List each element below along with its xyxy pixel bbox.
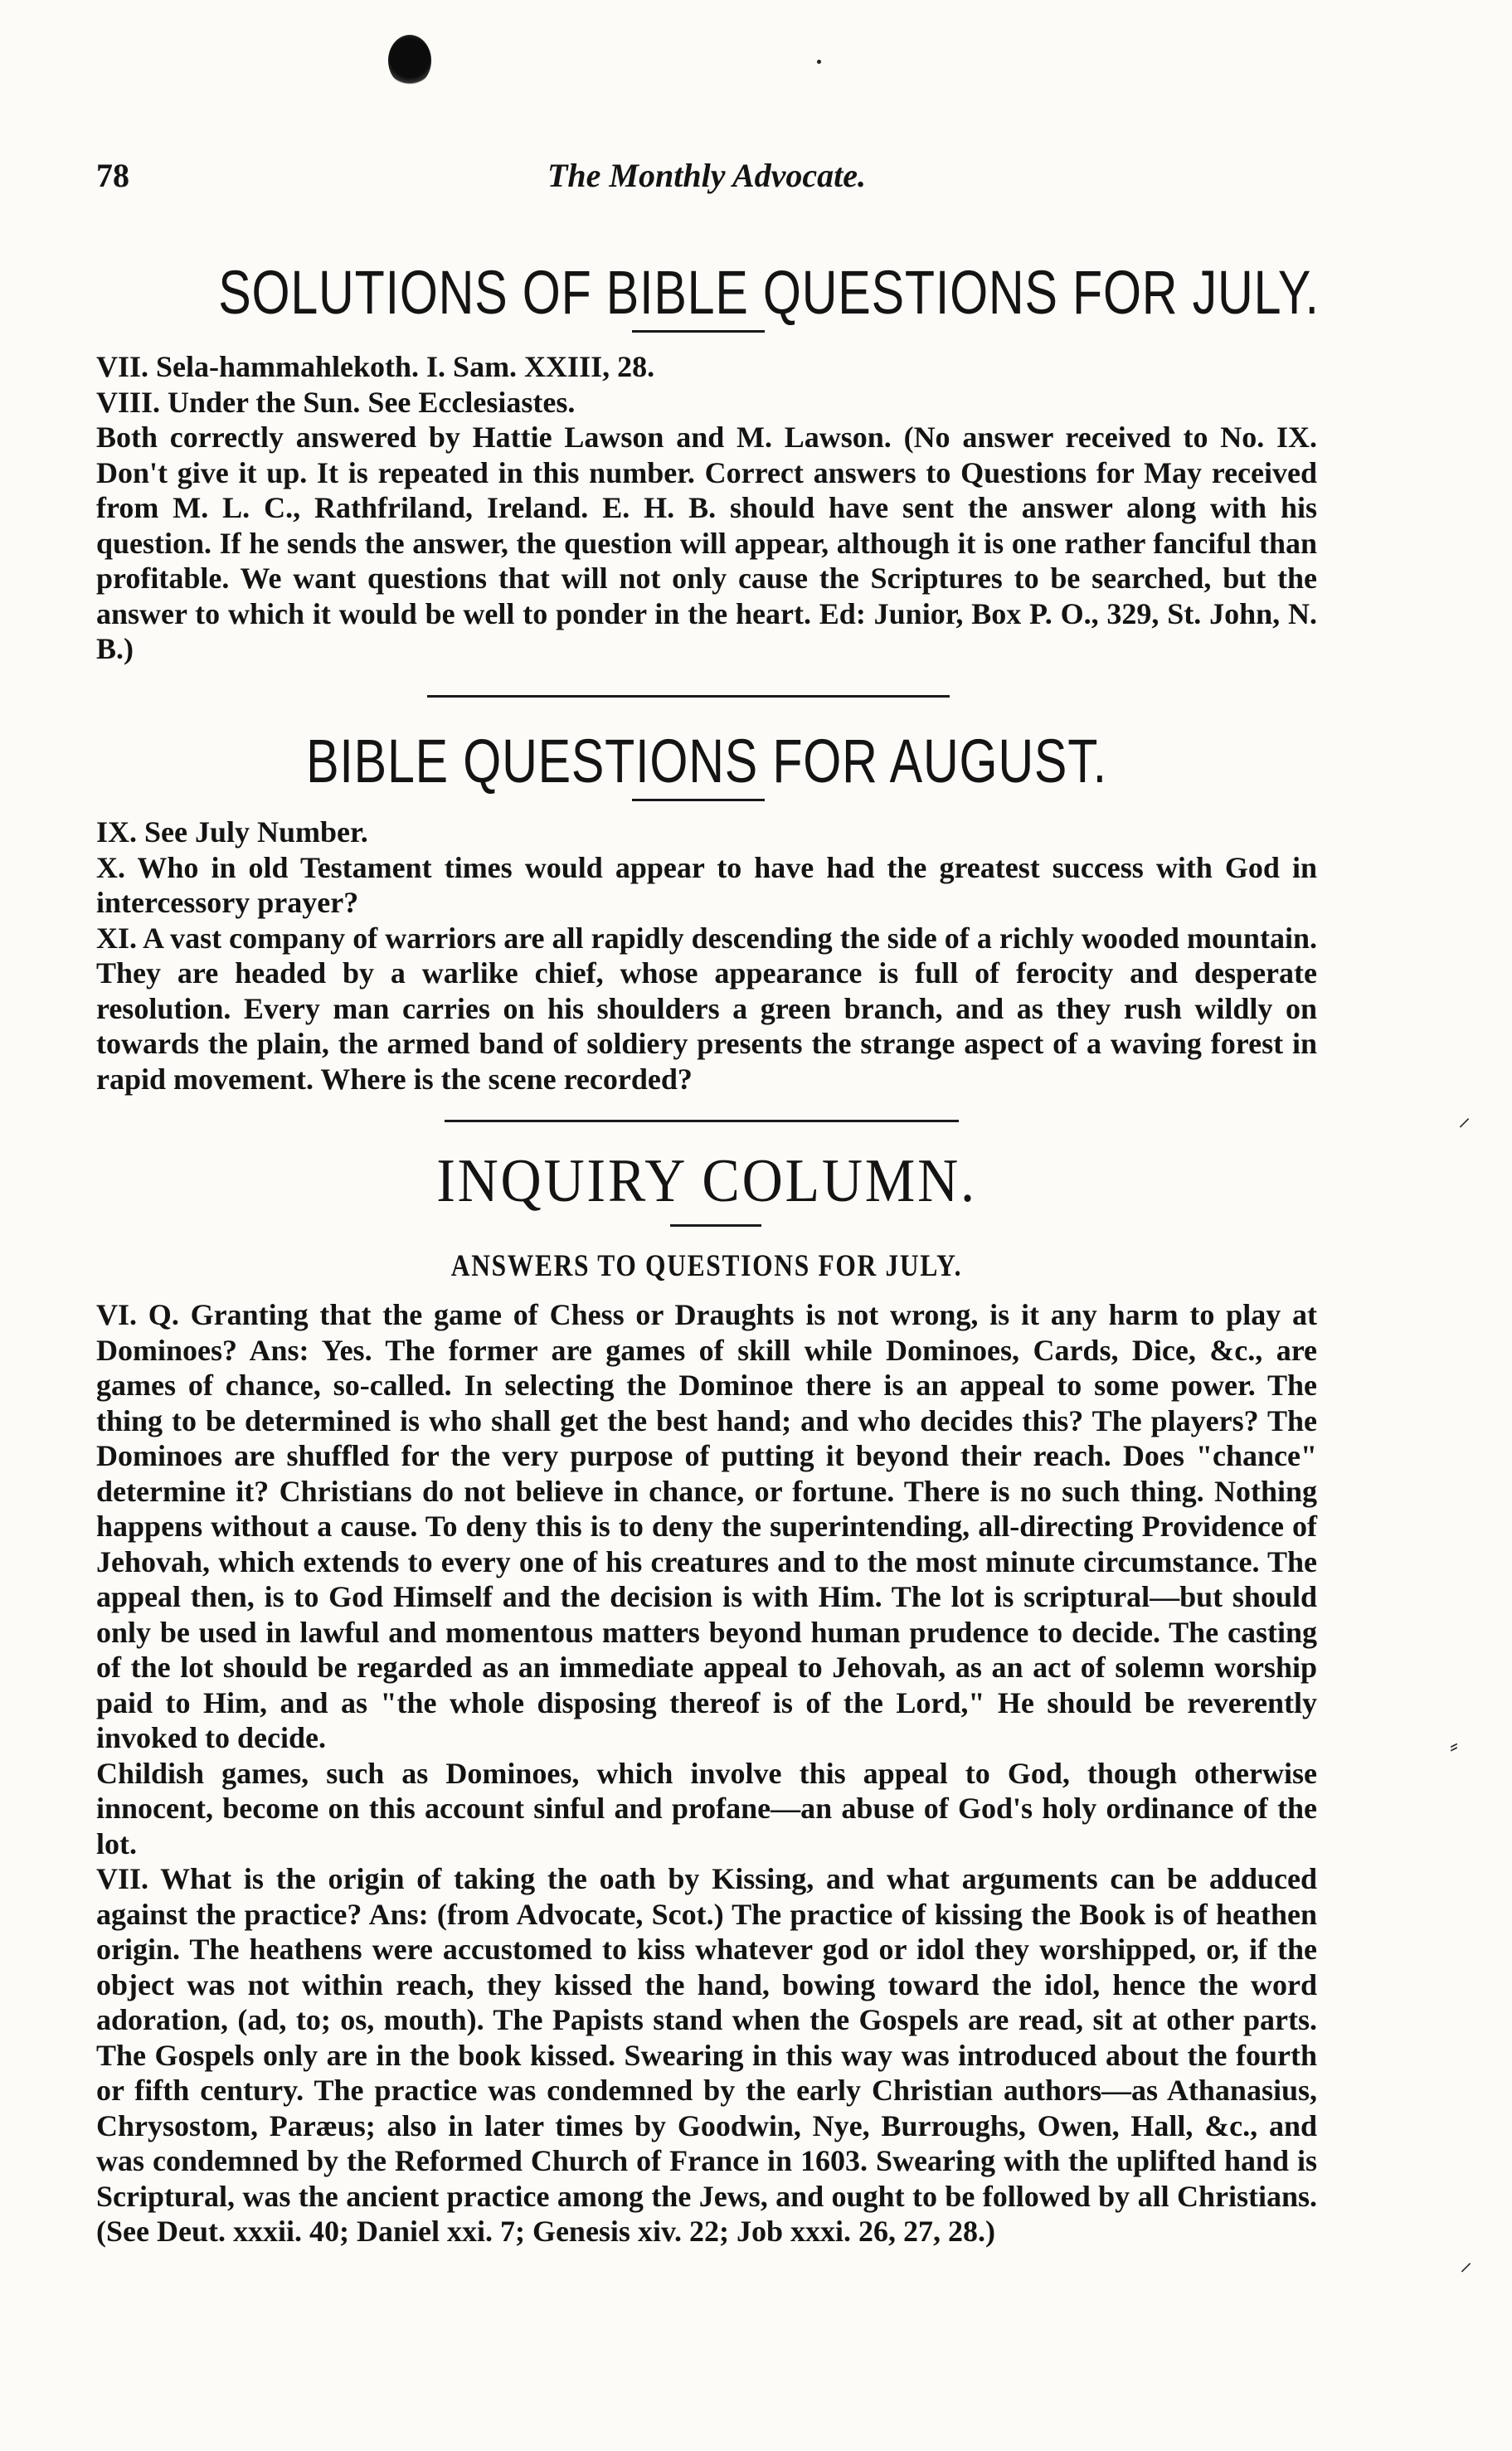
august-question: IX. See July Number. bbox=[96, 815, 368, 849]
running-title: The Monthly Advocate. bbox=[547, 157, 867, 194]
margin-speck: ⸗ bbox=[1450, 1732, 1458, 1759]
solutions-paragraph: VIII. Under the Sun. See Ecclesiastes. bbox=[96, 385, 576, 419]
divider-rule bbox=[632, 330, 765, 333]
solutions-paragraph: VII. Sela-hammahlekoth. I. Sam. XXIII, 28. bbox=[96, 350, 655, 383]
solutions-body bbox=[96, 349, 1317, 667]
divider-rule bbox=[632, 799, 765, 801]
margin-speck: ⸝ bbox=[1458, 1104, 1471, 1131]
ink-blot-mark bbox=[388, 35, 431, 86]
august-questions-title: BIBLE QUESTIONS FOR AUGUST. bbox=[306, 727, 1107, 795]
solutions-title: SOLUTIONS OF BIBLE QUESTIONS FOR JULY. bbox=[218, 258, 1320, 327]
august-question: X. Who in old Testament times would appear to have had the greatest success with God in intercessory prayer? bbox=[96, 850, 1317, 919]
inquiry-body bbox=[96, 1297, 1317, 2249]
divider-rule bbox=[427, 695, 950, 698]
divider-rule bbox=[670, 1224, 761, 1227]
inquiry-paragraph: Childish games, such as Dominoes, which involve this appeal to God, though otherwise innocent, become on this account sinful and profane—an abuse of God's holy ordinance of the lot. bbox=[96, 1756, 1317, 1860]
page-header bbox=[96, 156, 1317, 206]
page-number: 78 bbox=[96, 157, 129, 194]
ink-speck bbox=[817, 60, 821, 64]
inquiry-column-title: INQUIRY COLUMN. bbox=[436, 1147, 977, 1215]
solutions-paragraph: Both correctly answered by Hattie Lawson and M. Lawson. (No answer received to No. IX. Don't give it up. It is repeated in this number. Correct answers to Questions for May received from M. L. C., Rathfriland, Ireland. E. H. B. should have sent the answer along with his question. If he sends the answer, the question will appear, although it is one rather fanciful than profitable. We want questions that will not only cause the Scriptures to be searched, but the answer to which it would be well to ponder in the heart. Ed: Junior, Box P. O., 329, St. John, N. B.) bbox=[96, 421, 1317, 665]
inquiry-paragraph: VI. Q. Granting that the game of Chess or Draughts is not wrong, is it any harm to play at Dominoes? Ans: Yes. The former are games of skill while Dominoes, Cards, Dice, &c., are games of chance, so-called. In selecting the Dominoe there is an appeal to some power. The thing to be determined is who shall get the best hand; and who decides this? The players? The Dominoes are shuffled for the very purpose of putting it beyond their reach. Does "chance" determine it? Christians do not believe in chance, or fortune. There is no such thing. Nothing happens without a cause. To deny this is to deny the superintending, all-directing Providence of Jehovah, which extends to every one of his creatures and to the most minute circumstance. The appeal then, is to God Himself and the decision is with Him. The lot is scriptural—but should only be used in lawful and momentous matters beyond human prudence to decide. The casting of the lot should be regarded as an immediate appeal to Jehovah, as an act of solemn worship paid to Him, and as "the whole disposing thereof is of the Lord," He should be reverently invoked to decide. bbox=[96, 1298, 1317, 1754]
august-question: XI. A vast company of warriors are all rapidly descending the side of a richly wooded mountain. They are headed by a warlike chief, whose appearance is full of ferocity and desperate resolution. Every man carries on his shoulders a green branch, and as they rush wildly on towards the plain, the armed band of soldiery presents the strange aspect of a waving forest in rapid movement. Where is the scene recorded? bbox=[96, 921, 1317, 1096]
inquiry-subtitle: ANSWERS TO QUESTIONS FOR JULY. bbox=[450, 1249, 963, 1283]
margin-speck: ⸝ bbox=[1460, 2249, 1472, 2276]
inquiry-paragraph: VII. What is the origin of taking the oath by Kissing, and what arguments can be adduced against the practice? Ans: (from Advocate, Scot.) The practice of kissing the Book is of heathen origin. The heathens were accustomed to kiss whatever god or idol they worshipped, or, if the object was not within reach, they kissed the hand, bowing toward the idol, hence the word adoration, (ad, to; os, mouth). The Papists stand when the Gospels are read, sit at other parts. The Gospels only are in the book kissed. Swearing in this way was introduced about the fourth or fifth century. The practice was condemned by the early Christian authors—as Athanasius, Chrysostom, Paræus; also in later times by Goodwin, Nye, Burroughs, Owen, Hall, &c., and was condemned by the Reformed Church of France in 1603. Swearing with the uplifted hand is Scriptural, was the ancient practice among the Jews, and ought to be followed by all Christians. (See Deut. xxxii. 40; Daniel xxi. 7; Genesis xiv. 22; Job xxxi. 26, 27, 28.) bbox=[96, 1862, 1317, 2248]
august-questions-body bbox=[96, 815, 1317, 1097]
divider-rule bbox=[445, 1120, 959, 1122]
